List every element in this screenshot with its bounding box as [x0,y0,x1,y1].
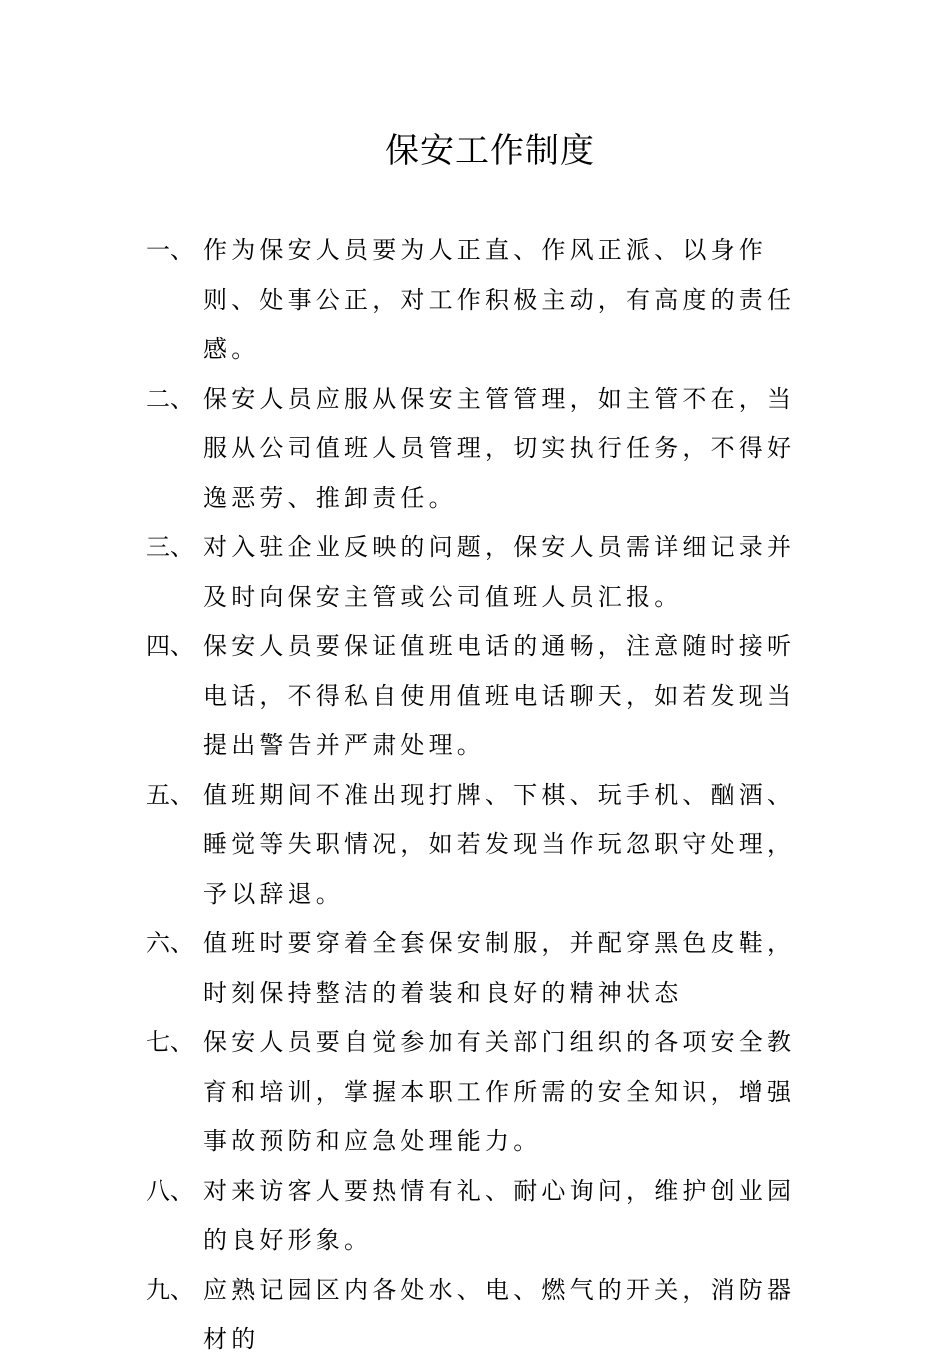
rule-number: 八、 [146,1176,194,1205]
rule-item-2 [146,375,846,524]
rule-number: 四、 [146,632,194,660]
rule-item-5 [146,771,846,920]
rule-text: 作为保安人员要为人正直、作风正派、以身作则、处事公正，对工作积极主动，有高度的责任感。 [203,236,796,363]
rule-text: 保安人员要自觉参加有关部门组织的各项安全教育和培训，掌握本职工作所需的安全知识，增强事故预防和应急处理能力。 [203,1028,796,1155]
rule-item-1 [146,226,846,375]
rule-item-6 [146,919,846,1018]
rule-number: 一、 [146,236,194,264]
rule-text: 对来访客人要热情有礼、耐心询问，维护创业园的良好形象。 [203,1176,796,1254]
rule-text: 应熟记园区内各处水、电、燃气的开关，消防器材的 [203,1275,796,1353]
rule-number: 六、 [146,929,194,957]
rule-item-4 [146,622,846,771]
rule-item-8 [146,1167,846,1266]
rule-item-3 [146,523,846,622]
rule-number: 二、 [146,384,194,413]
rule-text: 保安人员应服从保安主管管理，如主管不在，当服从公司值班人员管理，切实执行任务，不得好逸恶劳、推卸责任。 [203,384,796,512]
rule-text: 值班期间不准出现打牌、下棋、玩手机、酗酒、睡觉等失职情况，如若发现当作玩忽职守处理，予以辞退。 [203,780,796,908]
rule-item-7 [146,1018,846,1167]
rule-text: 保安人员要保证值班电话的通畅，注意随时接听电话，不得私自使用值班电话聊天，如若发现当提出警告并严肃处理。 [203,632,796,759]
rule-number: 九、 [146,1275,194,1304]
document-title: 保安工作制度 [385,131,595,171]
rule-number: 五、 [146,780,194,809]
rule-number: 七、 [146,1028,194,1056]
rules-list [146,226,846,1365]
rule-number: 三、 [146,533,194,561]
rule-item-9 [146,1266,846,1365]
rule-text: 值班时要穿着全套保安制服，并配穿黑色皮鞋，时刻保持整洁的着装和良好的精神状态 [203,929,796,1007]
rule-text: 对入驻企业反映的问题，保安人员需详细记录并及时向保安主管或公司值班人员汇报。 [203,533,796,611]
